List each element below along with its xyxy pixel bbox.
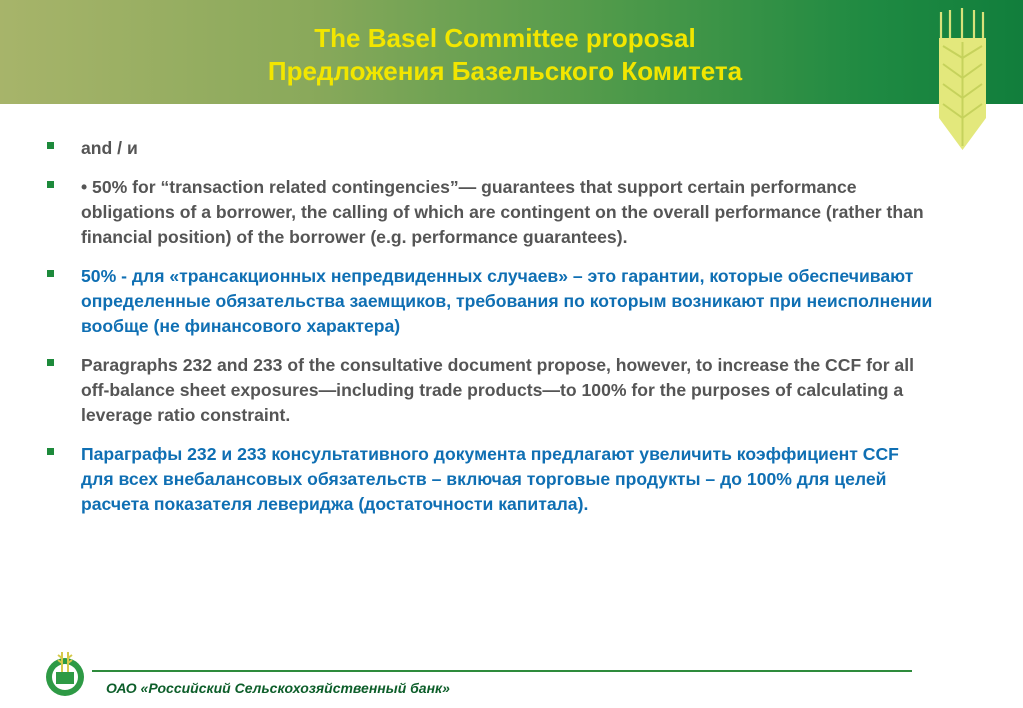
bullet-list <box>44 136 934 531</box>
bullet-square-icon <box>47 448 54 455</box>
footer-company-name: ОАО «Российский Сельскохозяйственный банк» <box>106 680 450 696</box>
bullet-item <box>44 175 934 250</box>
title-russian: Предложения Базельского Комитета <box>267 56 743 86</box>
bullet-square-icon <box>47 142 54 149</box>
slide-title <box>0 22 1010 88</box>
bullet-text: 50% - для «трансакционных непредвиденных случаев» – это гарантии, которые обеспечивают определенные обязательства заемщиков, требования по которым возникают при неисполнении вообще (не финансового характера) <box>81 266 933 336</box>
bullet-item <box>44 264 934 339</box>
bullet-item <box>44 136 934 161</box>
bullet-square-icon <box>47 359 54 366</box>
header-banner <box>0 0 1023 104</box>
bullet-text: and / и <box>81 138 138 158</box>
bullet-square-icon <box>47 270 54 277</box>
bullet-text: Paragraphs 232 and 233 of the consultative document propose, however, to increase the CCF for all off-balance sheet exposures—including trade products—to 100% for the purposes of calculating a leverage ratio constraint. <box>81 355 914 425</box>
title-english: The Basel Committee proposal <box>314 23 696 53</box>
bullet-square-icon <box>47 181 54 188</box>
bullet-item <box>44 353 934 428</box>
bullet-text: • 50% for “transaction related contingencies”— guarantees that support certain performance obligations of a borrower, the calling of which are contingent on the overall performance (rather than financial position) of the borrower (e.g. performance guarantees). <box>81 177 924 247</box>
bullet-item <box>44 442 934 517</box>
footer-divider <box>92 670 912 672</box>
wheat-logo-icon <box>935 8 990 153</box>
rosselkhozbank-logo-icon <box>44 650 86 698</box>
bullet-text: Параграфы 232 и 233 консультативного документа предлагают увеличить коэффициент CCF для всех внебалансовых обязательств – включая торговые продукты – до 100% для целей расчета показателя левериджа (достаточности капитала). <box>81 444 899 514</box>
